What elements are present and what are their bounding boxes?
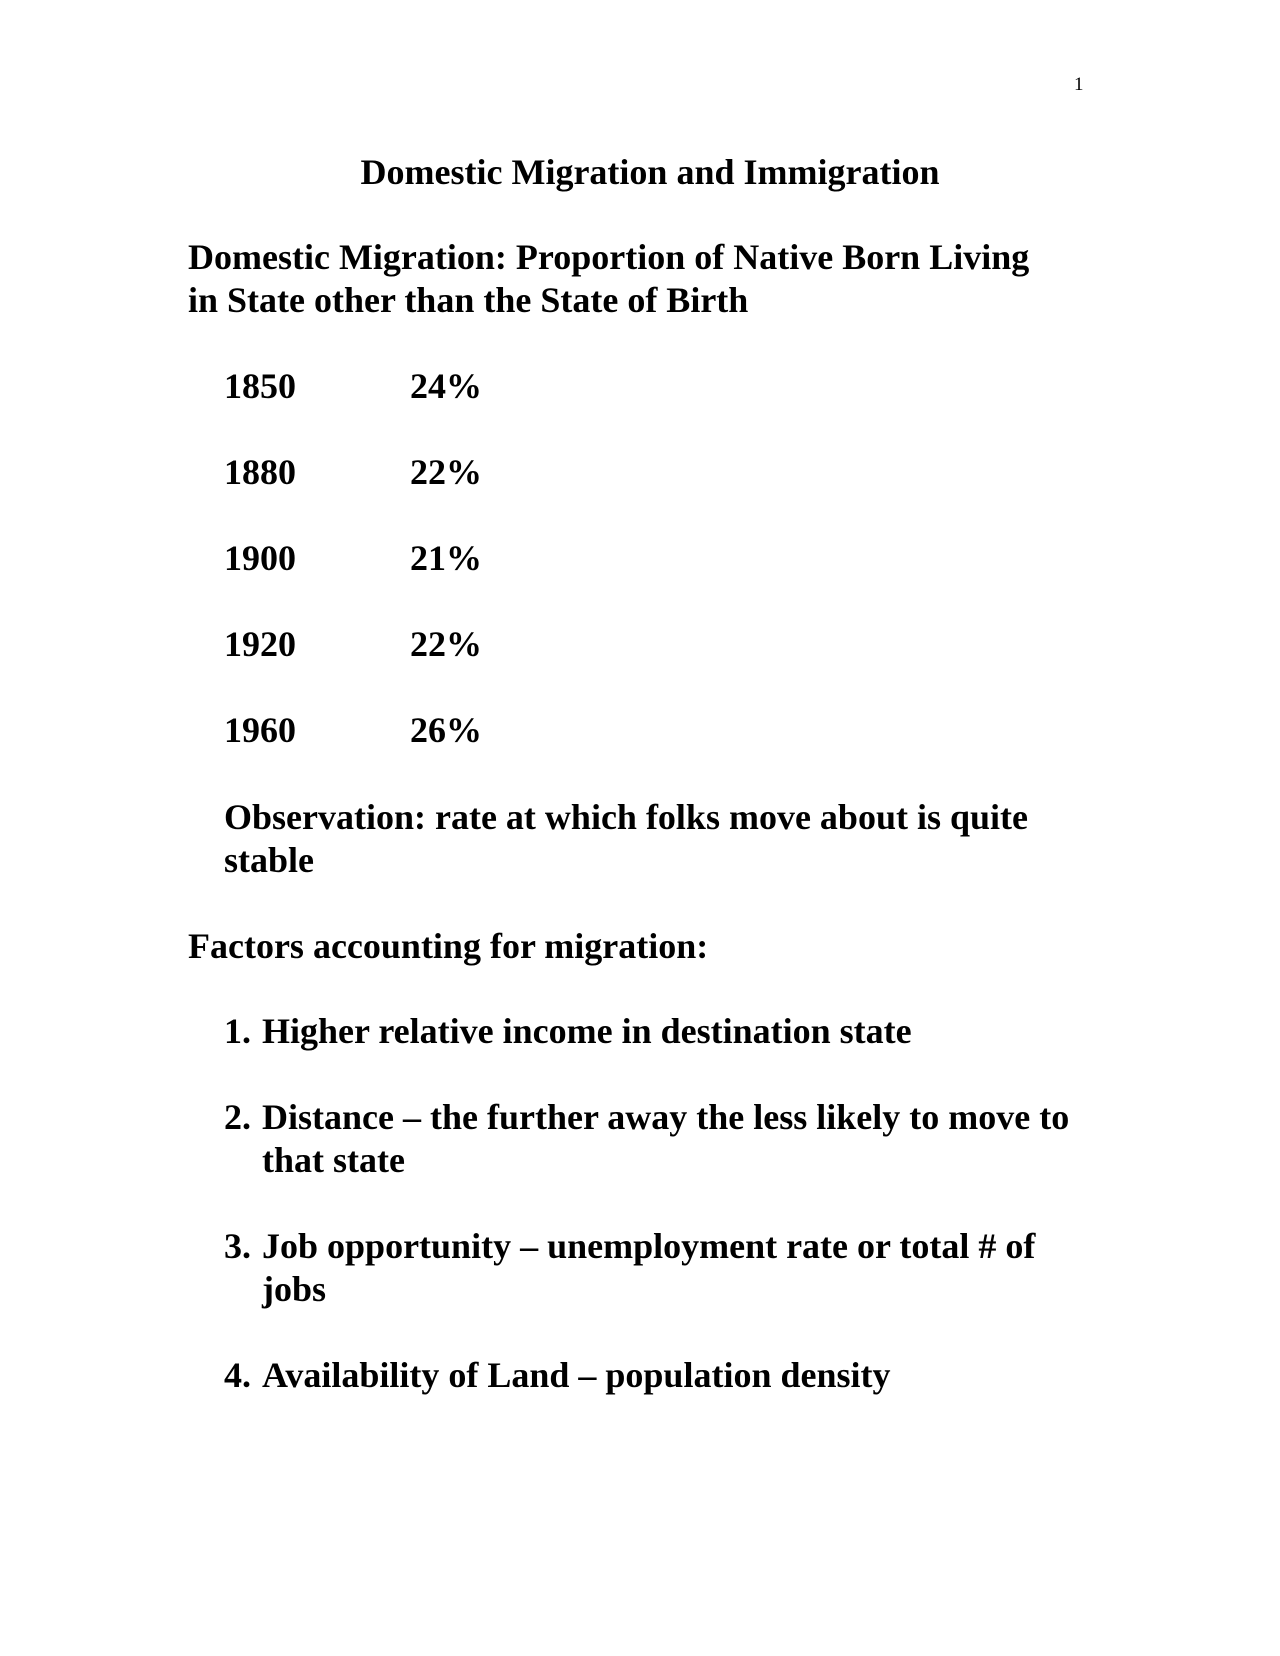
- list-item: [224, 1096, 1104, 1182]
- table-value: 21%: [410, 538, 482, 578]
- list-item: [224, 1225, 1104, 1311]
- table-year: 1900: [224, 538, 296, 578]
- table-year: 1920: [224, 624, 296, 664]
- table-year: 1850: [224, 366, 296, 406]
- factors-heading: Factors accounting for migration:: [188, 926, 709, 966]
- table-year: 1880: [224, 452, 296, 492]
- list-item-text: Availability of Land – population density: [262, 1355, 891, 1395]
- table-row: [224, 708, 570, 794]
- table-value: 22%: [410, 624, 482, 664]
- table-row: [224, 622, 570, 708]
- table-year: 1960: [224, 710, 296, 750]
- list-item-number: 1.: [224, 1011, 251, 1051]
- table-value: 22%: [410, 452, 482, 492]
- table-row: [224, 536, 570, 622]
- document-title: Domestic Migration and Immigration: [360, 152, 940, 192]
- factor-list: [224, 1010, 1104, 1440]
- list-item-number: 3.: [224, 1226, 251, 1266]
- table-row: [224, 364, 570, 450]
- list-item-number: 2.: [224, 1097, 251, 1137]
- observation-text: Observation: rate at which folks move about is quite stable: [224, 797, 1028, 880]
- table-value: 26%: [410, 710, 482, 750]
- list-item: [224, 1354, 1104, 1397]
- list-item-text: Higher relative income in destination state: [262, 1011, 912, 1051]
- section-heading-line-1: Domestic Migration: Proportion of Native Born Living: [188, 237, 1030, 277]
- list-item-text: Job opportunity – unemployment rate or total # of jobs: [262, 1226, 1036, 1309]
- page-number: 1: [1074, 74, 1084, 95]
- section-heading-domestic-migration: [188, 236, 1088, 322]
- migration-table: [224, 364, 570, 794]
- list-item: [224, 1010, 1104, 1053]
- table-row: [224, 450, 570, 536]
- list-item-text: Distance – the further away the less likely to move to that state: [262, 1097, 1070, 1180]
- table-value: 24%: [410, 366, 482, 406]
- section-heading-line-2: in State other than the State of Birth: [188, 280, 749, 320]
- list-item-number: 4.: [224, 1355, 251, 1395]
